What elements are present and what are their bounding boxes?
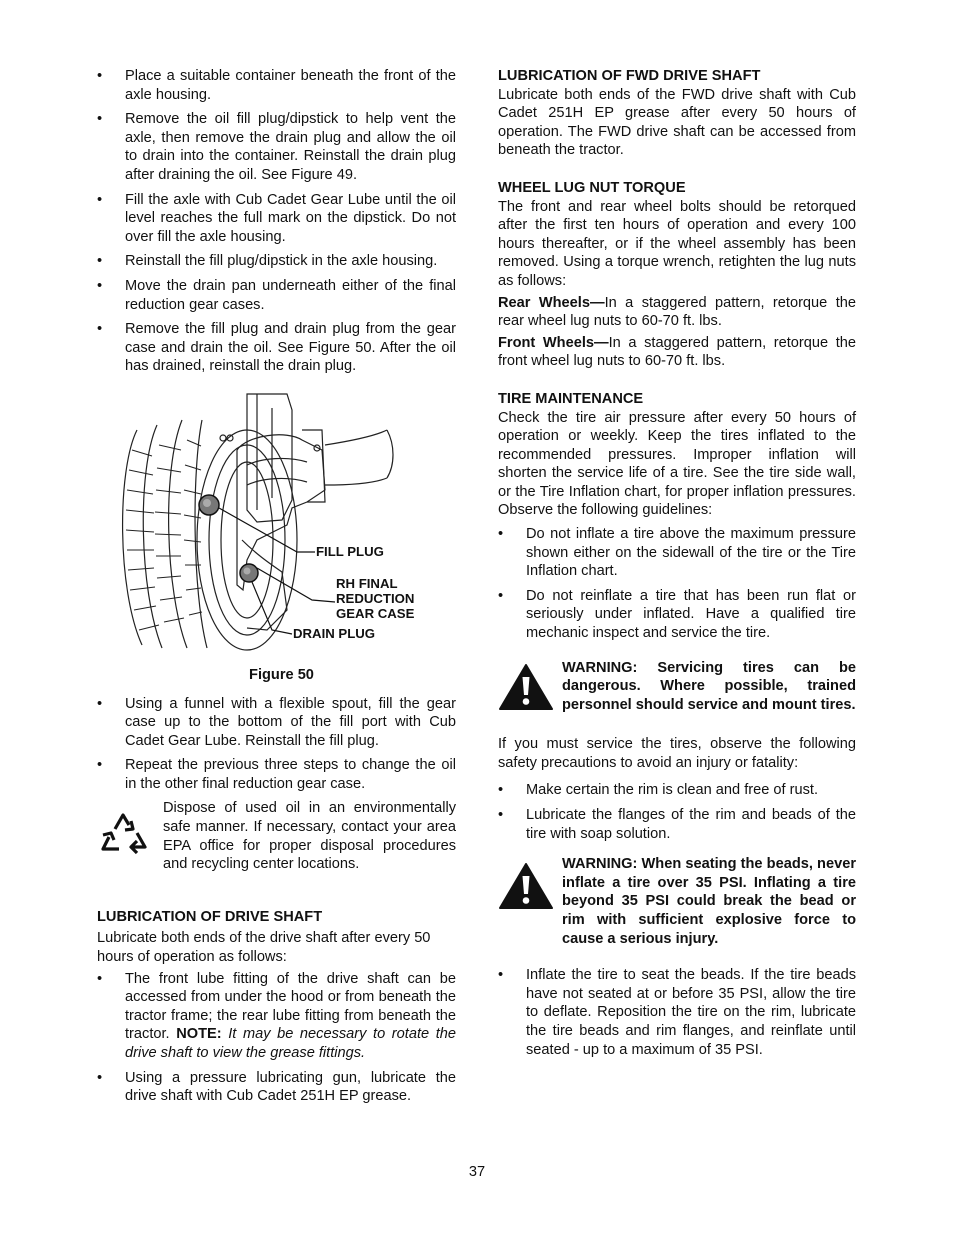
rear-wheels-text: Rear Wheels—In a staggered pattern, retorque the rear wheel lug nuts to 60-70 ft. lbs. xyxy=(498,294,856,330)
list-item: • Reinstall the fill plug/dipstick in the axle housing. xyxy=(97,253,438,270)
right-column xyxy=(498,67,856,1065)
figure-caption: Figure 50 xyxy=(249,666,314,683)
heading-fwd-drive-shaft: LUBRICATION OF FWD DRIVE SHAFT xyxy=(498,68,761,84)
bullet-list-tire xyxy=(498,525,856,643)
service-intro: If you must service the tires, observe the following safety precautions to avoid an injury or fatality: xyxy=(498,736,856,771)
list-item: • Using a funnel with a flexible spout, fill the gear case up to the bottom of the fill port with Cub Cadet Gear Lube. Reinstall the fill plug. xyxy=(97,695,456,749)
list-item: • Inflate the tire to seat the beads. If the tire beads have not seated at or before 35 PSI, allow the tire to deflate. Reposition the tire on the rim, lubricate the tire beads and rim flanges, and reinflate until seated - up to a maximum of 35 PSI. xyxy=(498,967,856,1058)
list-item: • Place a suitable container beneath the front of the axle housing. xyxy=(97,68,456,103)
warning-seating-beads xyxy=(498,855,856,948)
list-item: • The front lube fitting of the drive shaft can be accessed from under the hood or from beneath the tractor frame; the rear lube fitting from beneath the tractor. NOTE: It may be necessary to rotate the drive shaft to view the grease fittings. xyxy=(97,970,457,1061)
heading-tire-maintenance: TIRE MAINTENANCE xyxy=(498,390,644,407)
front-wheels-text: Front Wheels—In a staggered pattern, retorque the front wheel lug nuts to 60-70 ft. lbs. xyxy=(498,334,856,370)
fwd-text: Lubricate both ends of the FWD drive shaft with Cub Cadet 251H EP grease after every 50 hours of operation. The FWD drive shaft can be accessed from beneath the tractor. xyxy=(498,86,856,159)
recycle-text: Dispose of used oil in an environmentally safe manner. If necessary, contact your area EPA office for proper disposal procedures and recycling center locations. xyxy=(163,800,456,873)
heading-wheel-lug: WHEEL LUG NUT TORQUE xyxy=(498,179,686,196)
list-item: • Do not reinflate a tire that has been run flat or seriously under inflated. Have a qualified tire mechanic inspect and service the tire. xyxy=(498,587,856,642)
warning-text: WARNING: Servicing tires can be dangerous. Where possible, trained personnel should service and mount tires. xyxy=(562,659,856,713)
left-column xyxy=(97,67,456,1112)
list-item: • Using a pressure lubricating gun, lubricate the drive shaft with Cub Cadet 251H EP grease. xyxy=(97,1069,456,1105)
drive-shaft-intro: Lubricate both ends of the drive shaft after every 50 hours of operation as follows: xyxy=(97,930,431,966)
figure-50-illustration xyxy=(97,390,456,658)
warning-text: WARNING: When seating the beads, never inflate a tire over 35 PSI. Inflating a tire beyond 35 PSI could break the bead or rim with sufficient explosive force to cause a serious injury. xyxy=(562,856,856,947)
recycle-icon xyxy=(97,799,153,873)
bullet-list-safety xyxy=(498,781,856,843)
recycle-notice xyxy=(97,799,456,873)
warning-servicing xyxy=(498,659,856,718)
page-number: 37 xyxy=(468,1164,486,1180)
warning-triangle-icon xyxy=(498,659,554,718)
list-item: • Do not inflate a tire above the maximum pressure shown either on the sidewall of the tire or the Tire Inflation chart. xyxy=(498,526,856,580)
list-item: • Move the drain pan underneath either of the final reduction gear cases. xyxy=(97,277,456,313)
tire-text: Check the tire air pressure after every 50 hours of operation or weekly. Keep the tires inflated to the recommended pressures. Improper inflation will shorten the service life of a tire. See the tire side wall, or the Tire Inflation chart, for proper inflation pressures. Observe the following guidelines: xyxy=(498,409,856,519)
lug-text: The front and rear wheel bolts should be retorqued after the first ten hours of operation and every 100 hours thereafter, or if the wheel assembly has been removed. Using a torque wrench, retighten the lug nuts as follows: xyxy=(498,198,856,289)
list-item: • Lubricate the flanges of the rim and beads of the tire with soap solution. xyxy=(498,807,856,842)
bullet-list-inflate xyxy=(498,966,856,1059)
callout-fill-plug: FILL PLUG xyxy=(316,543,384,559)
bullet-list-drive-shaft xyxy=(97,970,456,1106)
callout-drain-plug: DRAIN PLUG xyxy=(293,625,376,641)
list-item: • Make certain the rim is clean and free of rust. xyxy=(498,782,819,799)
list-item: • Repeat the previous three steps to change the oil in the other final reduction gear case. xyxy=(97,757,456,792)
bullet-list-axle-drain xyxy=(97,67,456,376)
list-item: • Fill the axle with Cub Cadet Gear Lube until the oil level reaches the full mark on the dipstick. Do not over fill the axle housing. xyxy=(97,191,456,245)
heading-drive-shaft: LUBRICATION OF DRIVE SHAFT xyxy=(97,908,323,925)
list-item: • Remove the oil fill plug/dipstick to help vent the axle, then remove the drain plug and allow the oil to drain into the container. Reinstall the drain plug after draining the oil. See Figure 49. xyxy=(97,111,456,183)
callout-gear-case: RH FINAL REDUCTION GEAR CASE xyxy=(336,575,415,621)
warning-triangle-icon xyxy=(498,855,554,948)
bullet-list-gear-lube xyxy=(97,695,456,794)
list-item: • Remove the fill plug and drain plug from the gear case and drain the oil. See Figure 50. After the oil has drained, reinstall the drain plug. xyxy=(97,321,456,375)
